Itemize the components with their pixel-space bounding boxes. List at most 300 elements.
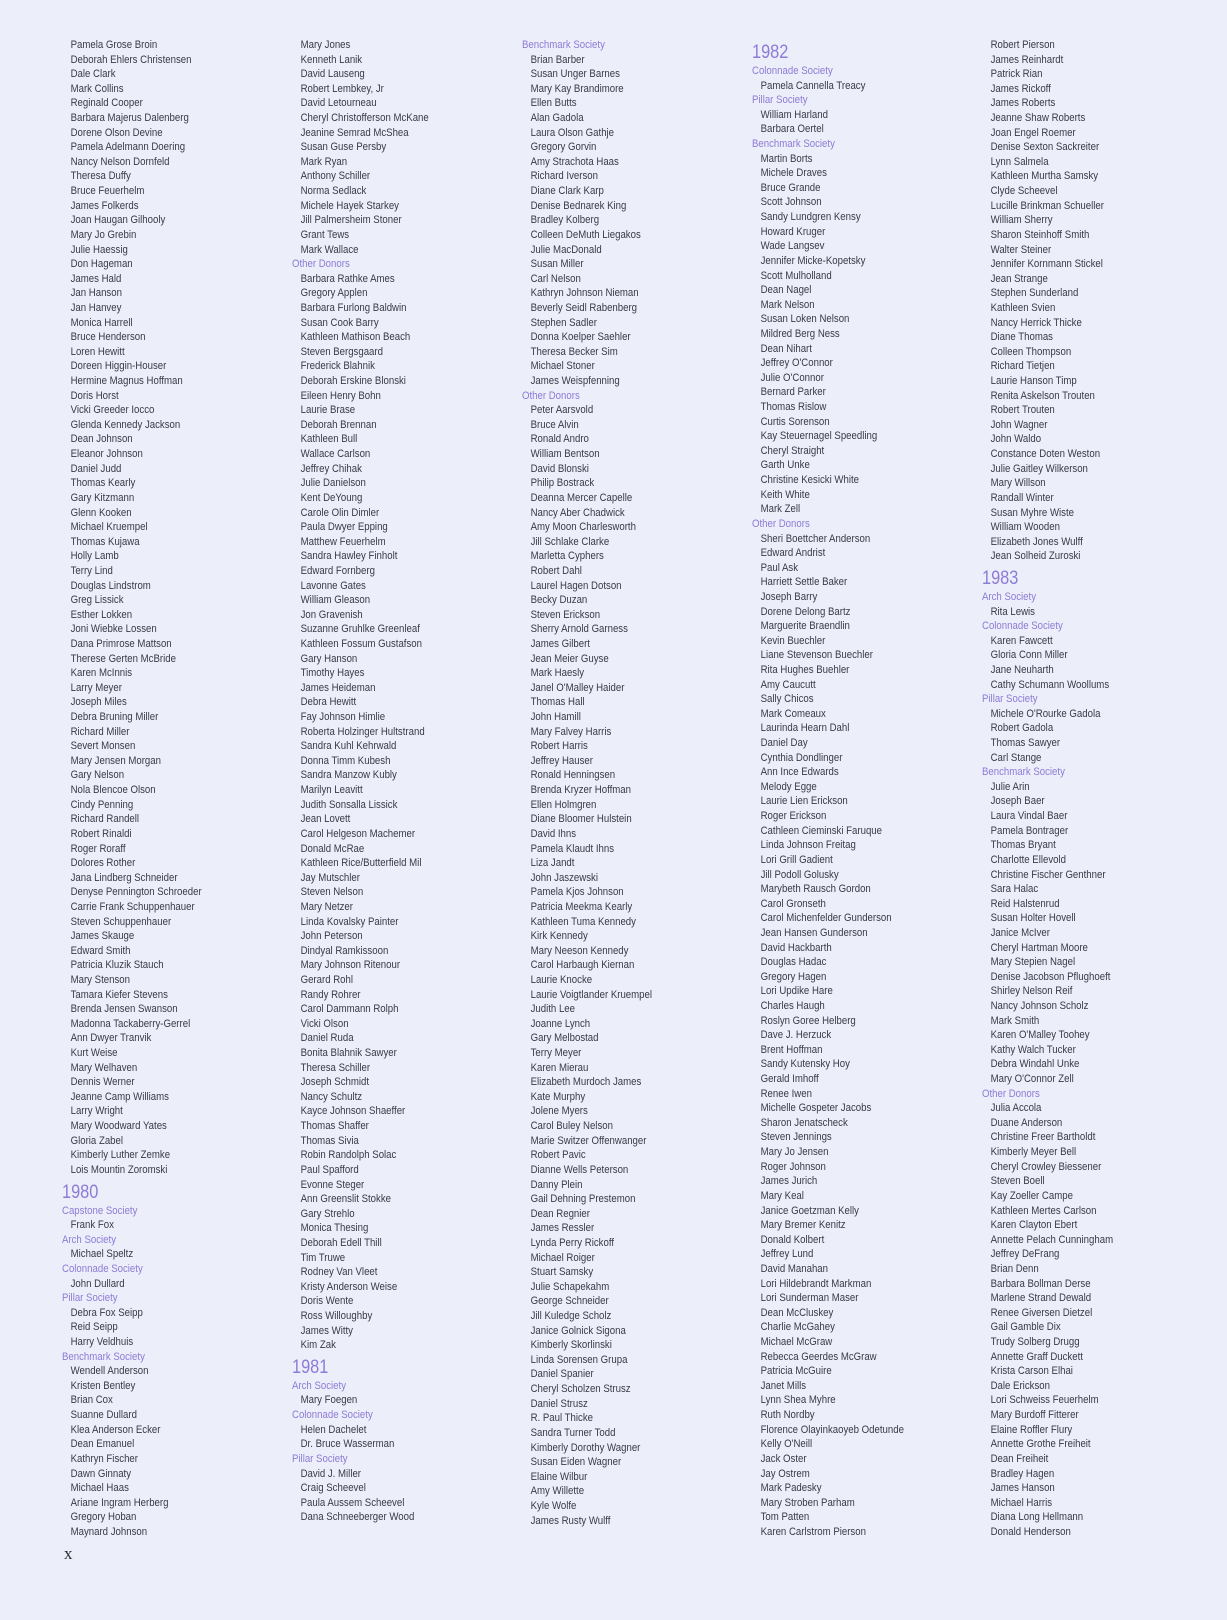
donor-name: Kay Steuernagel Speedling: [760, 430, 878, 443]
donor-name: Bonita Blahnik Sawyer: [300, 1047, 397, 1060]
society-heading: Benchmark Society: [62, 1350, 145, 1363]
donor-name: Douglas Lindstrom: [70, 579, 151, 592]
donor-name: Thomas Bryant: [990, 839, 1056, 852]
donor-name: Thomas Rislow: [760, 401, 827, 414]
donor-name: Julie MacDonald: [530, 243, 602, 256]
donor-name: Kyle Wolfe: [530, 1499, 577, 1512]
donor-name: Steven Jennings: [760, 1131, 832, 1144]
donor-name: Diane Thomas: [990, 331, 1054, 344]
donor-name: Paul Spafford: [300, 1163, 359, 1176]
donor-name: Sandy Kutensky Hoy: [760, 1058, 850, 1071]
donor-name: Eleanor Johnson: [70, 448, 143, 461]
donor-name: Jana Lindberg Schneider: [70, 871, 178, 884]
donor-name: Daniel Spanier: [530, 1368, 594, 1381]
donor-name: Deborah Brennan: [300, 418, 377, 431]
donor-name: Susan Miller: [530, 258, 584, 271]
donor-name: Steven Nelson: [300, 886, 364, 899]
donor-name: Carol Helgeson Machemer: [300, 827, 416, 840]
donor-name: Joan Engel Roemer: [990, 126, 1076, 139]
donor-name: Linda Kovalsky Painter: [300, 915, 399, 928]
donor-name: Mildred Berg Ness: [760, 327, 840, 340]
society-heading: Benchmark Society: [522, 39, 605, 51]
donor-name: Ellen Holmgren: [530, 798, 597, 811]
donor-name: John Peterson: [300, 930, 363, 943]
donor-name: Esther Lokken: [70, 608, 133, 621]
donor-name: Steven Erickson: [530, 608, 601, 621]
donor-name: Jean Strange: [990, 272, 1048, 285]
donor-column-2: [292, 38, 520, 1525]
donor-name: Cindy Penning: [70, 798, 134, 811]
donor-name: Christine Kesicki White: [760, 474, 859, 487]
donor-name: Philip Bostrack: [530, 477, 595, 490]
donor-name: Michael Speltz: [70, 1248, 134, 1261]
donor-column-5: [982, 38, 1210, 1540]
year-heading: 1983: [982, 567, 1019, 589]
donor-name: Gary Kitzmann: [70, 491, 135, 504]
donor-name: Roger Roraff: [70, 842, 126, 855]
donor-name: Doris Horst: [70, 389, 119, 402]
donor-name: Bruce Feuerhelm: [70, 185, 145, 198]
donor-name: Frederick Blahnik: [300, 360, 375, 373]
donor-name: Richard Iverson: [530, 170, 598, 183]
donor-name: Laurie Hanson Timp: [990, 375, 1077, 388]
donor-name: Thomas Hall: [530, 696, 585, 709]
donor-name: Shirley Nelson Reif: [990, 985, 1073, 998]
donor-name: Mary Stenson: [70, 974, 130, 986]
donor-name: Lori Sunderman Maser: [760, 1292, 859, 1305]
donor-name: Nancy Schultz: [300, 1090, 363, 1103]
donor-name: Jeffrey DeFrang: [990, 1248, 1060, 1261]
donor-name: Hermine Magnus Hoffman: [70, 375, 183, 388]
donor-name: Kimberly Skorlinski: [530, 1339, 612, 1352]
donor-name: Joseph Baer: [990, 795, 1045, 808]
donor-name: Mary Woodward Yates: [70, 1120, 167, 1133]
donor-name: Laurel Hagen Dotson: [530, 579, 622, 592]
donor-name: Sandra Manzow Kubly: [300, 769, 397, 782]
donor-name: William Harland: [760, 108, 828, 121]
donor-name: Jeanne Camp Williams: [70, 1090, 169, 1103]
donor-name: Douglas Hadac: [760, 956, 827, 969]
donor-name: Gerard Rohl: [300, 974, 354, 986]
donor-name: Carrie Frank Schuppenhauer: [70, 900, 195, 913]
donor-name: Laura Vindal Baer: [990, 810, 1068, 823]
donor-name: Linda Johnson Freitag: [760, 839, 856, 852]
donor-name: Sherry Arnold Garness: [530, 623, 628, 636]
donor-name: Janet Mills: [760, 1379, 807, 1392]
donor-name: Randall Winter: [990, 491, 1054, 504]
donor-name: Sandra Kuhl Kehrwald: [300, 740, 397, 753]
donor-name: Gregory Hagen: [760, 970, 827, 983]
donor-name: Jolene Myers: [530, 1105, 588, 1118]
donor-name: Suanne Dullard: [70, 1409, 137, 1422]
donor-name: Roslyn Goree Helberg: [760, 1014, 856, 1027]
donor-name: Laurie Brase: [300, 404, 356, 417]
donor-name: Duane Anderson: [990, 1116, 1063, 1129]
society-heading: Colonnade Society: [62, 1262, 143, 1275]
donor-name: Susan Loken Nelson: [760, 313, 850, 326]
donor-name: Denise Jacobson Pflughoeft: [990, 970, 1111, 983]
donor-name: Carol Buley Nelson: [530, 1120, 613, 1133]
donor-name: Jeffrey O'Connor: [760, 357, 833, 370]
donor-name: Gail Dehning Prestemon: [530, 1193, 636, 1206]
donor-name: Suzanne Gruhlke Greenleaf: [300, 623, 420, 636]
donor-name: Jean Lovett: [300, 813, 351, 826]
donor-name: Denise Sexton Sackreiter: [990, 141, 1100, 154]
donor-name: Gloria Conn Miller: [990, 649, 1068, 662]
donor-name: Mark Nelson: [760, 298, 815, 311]
donor-name: Mary Stroben Parham: [760, 1496, 855, 1509]
donor-name: Richard Miller: [70, 725, 130, 738]
donor-name: Robin Randolph Solac: [300, 1149, 397, 1162]
donor-name: Madonna Tackaberry-Gerrel: [70, 1017, 191, 1030]
donor-name: Maynard Johnson: [70, 1525, 148, 1538]
donor-name: Julie Haessig: [70, 243, 128, 256]
donor-name: Kathy Walch Tucker: [990, 1043, 1076, 1056]
donor-name: Kathleen Bull: [300, 433, 358, 446]
donor-name: Rebecca Geerdes McGraw: [760, 1350, 877, 1363]
donor-name: Evonne Steger: [300, 1178, 365, 1191]
society-heading: Other Donors: [292, 258, 350, 271]
donor-name: Ann Greenslit Stokke: [300, 1193, 391, 1206]
donor-name: Kathleen Mertes Carlson: [990, 1204, 1097, 1217]
donor-name: Michele Hayek Starkey: [300, 199, 399, 212]
donor-name: Jay Ostrem: [760, 1467, 810, 1480]
donor-name: Harriett Settle Baker: [760, 576, 848, 589]
donor-name: Dean Freiheit: [990, 1452, 1049, 1465]
donor-name: Charles Haugh: [760, 1000, 825, 1012]
donor-name: Bruce Henderson: [70, 331, 146, 344]
donor-name: Kathleen Tuma Kennedy: [530, 915, 636, 928]
donor-name: Dawn Ginnaty: [70, 1467, 132, 1480]
donor-name: Dean Regnier: [530, 1207, 590, 1220]
donor-name: Susan Holter Hovell: [990, 912, 1076, 925]
donor-name: Stephen Sunderland: [990, 287, 1079, 300]
donor-name: Marlene Strand Dewald: [990, 1292, 1092, 1305]
donor-name: Ann Ince Edwards: [760, 766, 839, 779]
donor-name: Jill Schlake Clarke: [530, 535, 610, 548]
donor-name: Karen Clayton Ebert: [990, 1219, 1078, 1232]
donor-name: Craig Scheevel: [300, 1482, 366, 1495]
donor-name: Wallace Carlson: [300, 448, 371, 461]
donor-name: Mary Keal: [760, 1189, 804, 1202]
donor-name: James Rickoff: [990, 82, 1051, 95]
donor-name: Robert Harris: [530, 740, 588, 753]
donor-name: Helen Dachelet: [300, 1423, 367, 1436]
donor-name: Larry Meyer: [70, 681, 122, 694]
donor-name: Lavonne Gates: [300, 579, 366, 592]
donor-name: Michael Haas: [70, 1482, 129, 1495]
donor-name: Scott Johnson: [760, 196, 822, 209]
donor-name: Rodney Van Vleet: [300, 1266, 378, 1279]
donor-name: Mary Stepien Nagel: [990, 956, 1076, 969]
society-heading: Colonnade Society: [752, 65, 833, 77]
donor-name: Loren Hewitt: [70, 345, 125, 358]
donor-name: Alan Gadola: [530, 112, 584, 125]
donor-name: Linda Sorensen Grupa: [530, 1353, 628, 1366]
donor-name: Dean Emanuel: [70, 1438, 135, 1451]
donor-name: Lori Schweiss Feuerhelm: [990, 1394, 1099, 1407]
donor-name: Rita Lewis: [990, 605, 1035, 618]
donor-name: Patrick Rian: [990, 68, 1043, 81]
donor-name: David Hackbarth: [760, 941, 832, 954]
society-heading: Other Donors: [752, 517, 810, 530]
donor-name: Tim Truwe: [300, 1251, 346, 1264]
donor-name: Edward Smith: [70, 944, 131, 957]
donor-name: Karen O'Malley Toohey: [990, 1029, 1090, 1042]
donor-name: Glenn Kooken: [70, 506, 132, 519]
donor-name: Susan Guse Persby: [300, 141, 387, 154]
donor-name: Annette Graff Duckett: [990, 1350, 1083, 1363]
donor-name: Michael McGraw: [760, 1336, 833, 1349]
donor-name: Robert Lembkey, Jr: [300, 82, 384, 95]
donor-name: Kurt Weise: [70, 1047, 118, 1060]
donor-name: Sharon Jenatscheck: [760, 1116, 848, 1129]
donor-name: Glenda Kennedy Jackson: [70, 418, 181, 431]
donor-name: Mark Haesly: [530, 667, 585, 680]
donor-name: Kathleen Svien: [990, 301, 1056, 314]
donor-name: Dean Johnson: [70, 433, 133, 446]
donor-name: Christine Fischer Genthner: [990, 868, 1106, 881]
donor-name: Judith Sonsalla Lissick: [300, 798, 398, 811]
donor-name: Marybeth Rausch Gordon: [760, 883, 871, 896]
donor-name: Paula Dwyer Epping: [300, 521, 388, 534]
donor-name: Bruce Grande: [760, 181, 821, 194]
donor-name: Lois Mountin Zoromski: [70, 1163, 168, 1176]
society-heading: Other Donors: [522, 389, 580, 402]
donor-name: John Hamill: [530, 711, 581, 724]
donor-name: Laurie Voigtlander Kruempel: [530, 988, 653, 1001]
society-heading: Arch Society: [292, 1379, 347, 1392]
donor-name: Grant Tews: [300, 228, 350, 241]
donor-name: Monica Harrell: [70, 316, 133, 329]
donor-name: Nancy Johnson Scholz: [990, 1000, 1089, 1012]
donor-name: George Schneider: [530, 1295, 609, 1308]
donor-name: Gail Gamble Dix: [990, 1321, 1061, 1334]
donor-name: Amy Willette: [530, 1485, 585, 1498]
donor-name: Peter Aarsvold: [530, 404, 594, 417]
donor-name: Terry Lind: [70, 564, 113, 577]
donor-name: Randy Rohrer: [300, 988, 361, 1001]
donor-name: David Letourneau: [300, 97, 377, 110]
donor-name: Michael Kruempel: [70, 521, 148, 534]
donor-name: Carl Nelson: [530, 272, 581, 285]
donor-name: Patricia Meekma Kearly: [530, 900, 633, 913]
donor-name: Kim Zak: [300, 1339, 336, 1352]
donor-name: Kathleen Mathison Beach: [300, 331, 411, 344]
donor-name: Laura Olson Gathje: [530, 126, 615, 139]
donor-name: Joanne Lynch: [530, 1017, 591, 1030]
donor-name: Julie Schapekahm: [530, 1280, 610, 1293]
donor-name: James Gilbert: [530, 637, 590, 650]
donor-name: Mary Jo Grebin: [70, 228, 137, 241]
donor-name: Gary Melbostad: [530, 1032, 599, 1045]
donor-name: Richard Randell: [70, 813, 140, 826]
donor-name: Mary Willson: [990, 477, 1046, 490]
donor-name: Julie Gaitley Wilkerson: [990, 462, 1088, 475]
donor-name: Carol Harbaugh Kiernan: [530, 959, 635, 972]
donor-name: Elaine Wilbur: [530, 1470, 588, 1483]
society-heading: Pillar Society: [62, 1292, 118, 1305]
donor-name: Susan Unger Barnes: [530, 68, 620, 81]
donor-name: Cynthia Dondlinger: [760, 751, 843, 764]
donor-name: David Ihns: [530, 827, 577, 840]
donor-name: Dorene Olson Devine: [70, 126, 163, 139]
donor-name: Michael Stoner: [530, 360, 595, 373]
donor-name: Kathleen Murtha Samsky: [990, 170, 1099, 183]
donor-name: Mary Johnson Ritenour: [300, 959, 401, 972]
donor-name: Gloria Zabel: [70, 1134, 124, 1147]
donor-name: Thomas Kearly: [70, 477, 136, 490]
donor-name: James Ressler: [530, 1222, 595, 1235]
donor-name: Renee Giversen Dietzel: [990, 1306, 1093, 1319]
donor-name: Frank Fox: [70, 1219, 114, 1232]
donor-name: Reginald Cooper: [70, 97, 143, 110]
donor-name: Sara Halac: [990, 883, 1039, 896]
donor-name: Walter Steiner: [990, 243, 1052, 256]
donor-name: Jean Meier Guyse: [530, 652, 609, 665]
donor-name: Laurinda Hearn Dahl: [760, 722, 850, 735]
donor-name: Debra Bruning Miller: [70, 711, 159, 724]
donor-name: Joseph Barry: [760, 590, 818, 603]
donor-name: Barbara Oertel: [760, 123, 824, 136]
donor-name: Carol Gronseth: [760, 897, 826, 910]
society-heading: Other Donors: [982, 1087, 1040, 1100]
donor-name: Lynn Salmela: [990, 155, 1049, 168]
donor-name: Dennis Werner: [70, 1076, 135, 1089]
donor-name: Lynn Shea Myhre: [760, 1394, 836, 1407]
donor-name: Dindyal Ramkissoon: [300, 944, 389, 957]
donor-name: Amy Caucutt: [760, 678, 816, 691]
donor-name: Jeanne Shaw Roberts: [990, 112, 1086, 125]
donor-name: Norma Sedlack: [300, 185, 367, 198]
donor-name: John Waldo: [990, 433, 1042, 446]
donor-column-1: [62, 38, 290, 1540]
donor-name: Pamela Klaudt Ihns: [530, 842, 615, 855]
donor-name: Donald McRae: [300, 842, 365, 855]
donor-name: Karen Carlstrom Pierson: [760, 1525, 866, 1538]
donor-name: Mark Ryan: [300, 155, 348, 168]
donor-name: Michelle Gospeter Jacobs: [760, 1102, 872, 1115]
donor-name: Rita Hughes Buehler: [760, 663, 850, 676]
donor-name: Charlie McGahey: [760, 1321, 835, 1334]
donor-name: Denyse Pennington Schroeder: [70, 886, 202, 899]
donor-name: Marie Switzer Offenwanger: [530, 1134, 647, 1147]
donor-name: Klea Anderson Ecker: [70, 1423, 161, 1436]
donor-name: Wade Langsev: [760, 240, 825, 253]
donor-name: Sandy Lundgren Kensy: [760, 211, 861, 224]
donor-name: Renee Iwen: [760, 1087, 812, 1100]
donor-name: Daniel Strusz: [530, 1397, 588, 1410]
donor-name: Marletta Cyphers: [530, 550, 604, 563]
donor-name: Brent Hoffman: [760, 1043, 823, 1056]
donor-name: James Witty: [300, 1324, 353, 1337]
donor-name: Jill Kuledge Scholz: [530, 1310, 612, 1323]
donor-name: Karen Mierau: [530, 1061, 589, 1074]
year-heading: 1980: [62, 1181, 99, 1203]
donor-name: Michele O'Rourke Gadola: [990, 707, 1101, 720]
donor-name: Janice Goetzman Kelly: [760, 1204, 860, 1217]
donor-name: Kate Murphy: [530, 1090, 586, 1103]
donor-name: Kayce Johnson Shaeffer: [300, 1105, 406, 1118]
donor-name: Anthony Schiller: [300, 170, 371, 183]
donor-name: Michele Draves: [760, 167, 827, 180]
donor-name: Therese Gerten McBride: [70, 652, 176, 665]
donor-name: Trudy Solberg Drugg: [990, 1336, 1080, 1349]
donor-name: Laurie Lien Erickson: [760, 795, 848, 808]
donor-name: Ann Dwyer Tranvik: [70, 1032, 152, 1045]
society-heading: Colonnade Society: [292, 1409, 373, 1422]
donor-name: Paul Ask: [760, 561, 799, 574]
donor-name: Donald Kolbert: [760, 1233, 825, 1246]
donor-name: Michael Roiger: [530, 1251, 595, 1264]
donor-name: Gregory Hoban: [70, 1511, 137, 1524]
donor-name: Carole Olin Dimler: [300, 506, 380, 519]
donor-name: Dale Clark: [70, 68, 116, 81]
donor-name: Jeanine Semrad McShea: [300, 126, 409, 139]
donor-name: Charlotte Ellevold: [990, 853, 1067, 866]
donor-name: Martin Borts: [760, 152, 813, 165]
donor-name: Mary Falvey Harris: [530, 725, 612, 738]
donor-name: Clyde Scheevel: [990, 185, 1058, 198]
donor-name: Gary Strehlo: [300, 1207, 355, 1220]
donor-name: Pamela Grose Broin: [70, 39, 158, 51]
donor-name: Debra Hewitt: [300, 696, 357, 709]
donor-name: Wendell Anderson: [70, 1365, 149, 1378]
donor-name: Bernard Parker: [760, 386, 826, 399]
donor-name: Jon Gravenish: [300, 608, 363, 621]
donor-name: Pamela Adelmann Doering: [70, 141, 186, 154]
donor-name: Mary Welhaven: [70, 1061, 138, 1074]
donor-name: Dale Erickson: [990, 1379, 1050, 1392]
donor-name: Nancy Herrick Thicke: [990, 316, 1082, 329]
donor-name: Liane Stevenson Buechler: [760, 649, 873, 662]
donor-name: James Weispfenning: [530, 375, 620, 388]
donor-name: Karen Fawcett: [990, 634, 1053, 647]
donor-name: Cheryl Hartman Moore: [990, 941, 1088, 954]
donor-name: Donna Koelper Saehler: [530, 331, 631, 344]
donor-name: Timothy Hayes: [300, 667, 365, 680]
donor-name: James Skauge: [70, 930, 135, 943]
donor-name: Jill Palmersheim Stoner: [300, 214, 402, 227]
donor-name: Cathy Schumann Woollums: [990, 678, 1110, 691]
donor-name: Lori Hildebrandt Markman: [760, 1277, 872, 1290]
donor-name: Reid Halstenrud: [990, 897, 1060, 910]
donor-name: Harry Veldhuis: [70, 1336, 134, 1349]
donor-name: Reid Seipp: [70, 1321, 118, 1334]
page-number: x: [64, 1544, 73, 1563]
donor-name: Laurie Knocke: [530, 974, 593, 986]
donor-name: Donna Timm Kubesh: [300, 754, 391, 767]
donor-name: John Dullard: [70, 1277, 125, 1290]
donor-name: Lori Grill Gadient: [760, 853, 833, 866]
donor-name: Thomas Shaffer: [300, 1120, 369, 1133]
donor-name: Greg Lissick: [70, 594, 124, 607]
donor-name: Constance Doten Weston: [990, 448, 1101, 461]
donor-name: Jeffrey Chihak: [300, 462, 362, 475]
donor-name: Patricia Kluzik Stauch: [70, 959, 164, 972]
donor-name: Janice McIver: [990, 926, 1050, 939]
donor-name: David Manahan: [760, 1262, 829, 1275]
society-heading: Capstone Society: [62, 1204, 138, 1217]
donor-name: David J. Miller: [300, 1467, 362, 1480]
donor-name: Debra Fox Seipp: [70, 1306, 143, 1319]
donor-name: Sally Chicos: [760, 693, 814, 706]
donor-name: Jeffrey Hauser: [530, 754, 593, 767]
donor-name: Roger Johnson: [760, 1160, 826, 1173]
donor-name: Daniel Ruda: [300, 1032, 354, 1045]
donor-name: David Blonski: [530, 462, 589, 475]
donor-name: Howard Kruger: [760, 225, 826, 238]
